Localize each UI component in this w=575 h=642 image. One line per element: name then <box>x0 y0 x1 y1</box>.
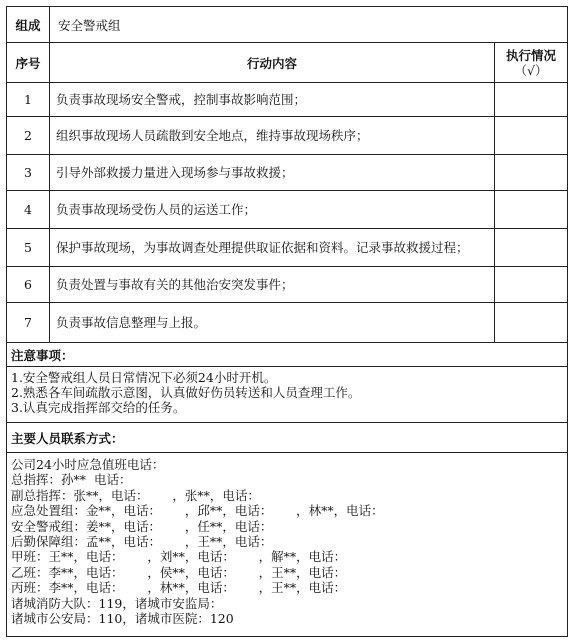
contact-line: 安全警戒组：姜**，电话： ，任**，电话： <box>11 518 273 534</box>
status-header <box>495 43 568 83</box>
row-status-cell[interactable] <box>495 229 568 267</box>
contact-line: 公司24小时应急值班电话： <box>11 457 165 472</box>
contacts-title-row <box>7 423 568 453</box>
notes-title-row <box>7 343 568 367</box>
contact-line: 副总指挥：张**，电话： ，张**，电话： <box>11 487 260 503</box>
action-table <box>6 6 568 637</box>
note-item: 3.认真完成指挥部交给的任务。 <box>11 400 186 415</box>
notes-body <box>7 367 568 423</box>
contact-line: 应急处置组：金**，电话： ，邱**，电话： ，林**，电话： <box>11 503 384 519</box>
row-number: 6 <box>7 267 50 303</box>
status-header-mark: （√） <box>514 62 548 78</box>
group-row <box>7 7 568 43</box>
table-row <box>7 191 568 229</box>
row-action: 保护事故现场，为事故调查处理提供取证依据和资料。记录事故救援过程； <box>50 229 495 267</box>
row-number: 3 <box>7 155 50 191</box>
contacts-title: 主要人员联系方式： <box>7 423 568 453</box>
content-header: 行动内容 <box>50 43 495 83</box>
row-number: 4 <box>7 191 50 229</box>
notes-title: 注意事项： <box>7 343 568 367</box>
contact-line: 诸城消防大队：119，诸城市安监局： <box>11 595 223 611</box>
table-row <box>7 83 568 117</box>
row-action: 负责处置与事故有关的其他治安突发事件； <box>50 267 495 303</box>
contacts-body <box>7 453 568 637</box>
seq-header: 序号 <box>7 43 50 83</box>
action-card <box>6 6 567 636</box>
row-status-cell[interactable] <box>495 117 568 155</box>
row-number: 1 <box>7 83 50 117</box>
status-header-title: 执行情况 <box>506 47 557 63</box>
table-row <box>7 117 568 155</box>
contacts-row <box>7 453 568 637</box>
row-action: 负责事故现场安全警戒，控制事故影响范围； <box>50 83 495 117</box>
row-action: 负责事故信息整理与上报。 <box>50 303 495 343</box>
row-status-cell[interactable] <box>495 267 568 303</box>
row-status-cell[interactable] <box>495 155 568 191</box>
column-header-row <box>7 43 568 83</box>
table-row <box>7 303 568 343</box>
note-item: 2.熟悉各车间疏散示意图，认真做好伤员转送和人员查理工作。 <box>11 385 361 400</box>
row-status-cell[interactable] <box>495 303 568 343</box>
group-label: 组成 <box>7 7 50 43</box>
row-number: 2 <box>7 117 50 155</box>
row-action: 引导外部救援力量进入现场参与事故救援； <box>50 155 495 191</box>
note-item: 1.安全警戒组人员日常情况下必须24小时开机。 <box>11 370 277 385</box>
row-status-cell[interactable] <box>495 83 568 117</box>
contact-line: 诸城市公安局：110，诸城市医院：120 <box>11 611 234 627</box>
table-row <box>7 229 568 267</box>
row-number: 7 <box>7 303 50 343</box>
table-row <box>7 267 568 303</box>
row-status-cell[interactable] <box>495 191 568 229</box>
contact-line: 后勤保障组：孟**，电话： ，王**，电话： <box>11 534 273 550</box>
row-number: 5 <box>7 229 50 267</box>
notes-row <box>7 367 568 423</box>
contact-line: 甲班：王**，电话： ，刘**，电话： ，解**，电话： <box>11 549 347 565</box>
table-row <box>7 155 568 191</box>
contact-line: 乙班：李**，电话： ，侯**，电话： ，王**，电话： <box>11 564 347 580</box>
group-name: 安全警戒组 <box>50 7 568 43</box>
contact-line: 总指挥：孙** 电话： <box>11 472 132 488</box>
row-action: 组织事故现场人员疏散到安全地点，维持事故现场秩序； <box>50 117 495 155</box>
contact-line: 丙班：李**，电话： ，林**，电话： ，王**，电话： <box>11 580 347 596</box>
row-action: 负责事故现场受伤人员的运送工作； <box>50 191 495 229</box>
